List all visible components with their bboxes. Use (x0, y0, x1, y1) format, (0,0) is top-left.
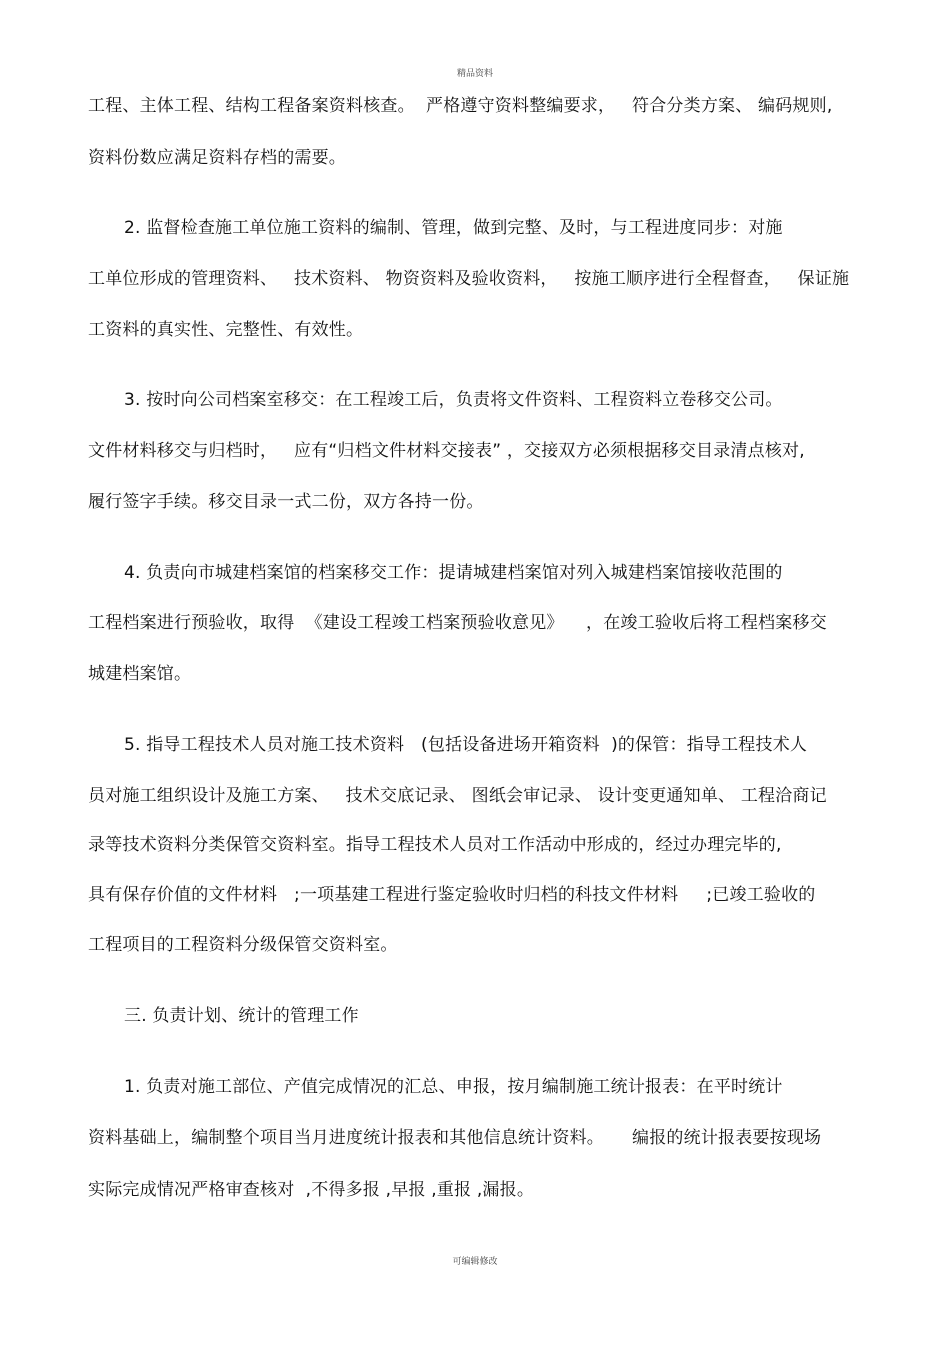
text-line: 工程项目的工程资料分级保管交资料室。 (88, 935, 398, 955)
text-line: 资料基础上，编制整个项目当月进度统计报表和其他信息统计资料。 编报的统计报表要按现场 (88, 1128, 822, 1148)
text-line: 实际完成情况严格审查核对 ,不得多报 ,早报 ,重报 ,漏报。 (88, 1180, 535, 1200)
text-line: 具有保存价值的文件材料 ;一项基建工程进行鉴定验收时归档的科技文件材料 ;已竣工验收的 (88, 885, 816, 905)
text-line: 工程、主体工程、结构工程备案资料核查。 严格遵守资料整编要求， 符合分类方案、 编码规则, (88, 96, 833, 116)
paragraph-2-start: 2. 监督检查施工单位施工资料的编制、管理，做到完整、及时，与工程进度同步：对施 (124, 218, 783, 238)
text-line: 工资料的真实性、完整性、有效性。 (88, 320, 364, 340)
text-line: 履行签字手续。移交目录一式二份，双方各持一份。 (88, 492, 484, 512)
text-line: 资料份数应满足资料存档的需要。 (88, 148, 346, 168)
text-line: 员对施工组织设计及施工方案、 技术交底记录、 图纸会审记录、 设计变更通知单、 工程洽商记 (88, 786, 827, 806)
text-line: 城建档案馆。 (88, 664, 192, 684)
text-line: 录等技术资料分类保管交资料室。指导工程技术人员对工作活动中形成的，经过办理完毕的, (88, 835, 782, 855)
text-line: 文件材料移交与归档时， 应有“归档文件材料交接表” ，交接双方必须根据移交目录清点核对, (88, 441, 805, 461)
text-line: 工单位形成的管理资料、 技术资料、 物资资料及验收资料， 按施工顺序进行全程督查， 保证施 (88, 269, 850, 289)
paragraph-5-start: 5. 指导工程技术人员对施工技术资料 (包括设备进场开箱资料 )的保管：指导工程技术人 (124, 735, 808, 755)
text-line: 工程档案进行预验收，取得 《建设工程竣工档案预验收意见》 ，在竣工验收后将工程档案移交 (88, 613, 827, 633)
page-header: 精品资料 (456, 69, 493, 79)
paragraph-4-start: 4. 负责向市城建档案馆的档案移交工作：提请城建档案馆对列入城建档案馆接收范围的 (124, 563, 783, 583)
section-heading: 三. 负责计划、统计的管理工作 (124, 1006, 359, 1026)
paragraph-1-start: 1. 负责对施工部位、产值完成情况的汇总、申报，按月编制施工统计报表：在平时统计 (124, 1077, 783, 1097)
paragraph-3-start: 3. 按时向公司档案室移交：在工程竣工后，负责将文件资料、工程资料立卷移交公司。 (124, 390, 783, 410)
page-footer: 可编辑修改 (452, 1257, 498, 1267)
